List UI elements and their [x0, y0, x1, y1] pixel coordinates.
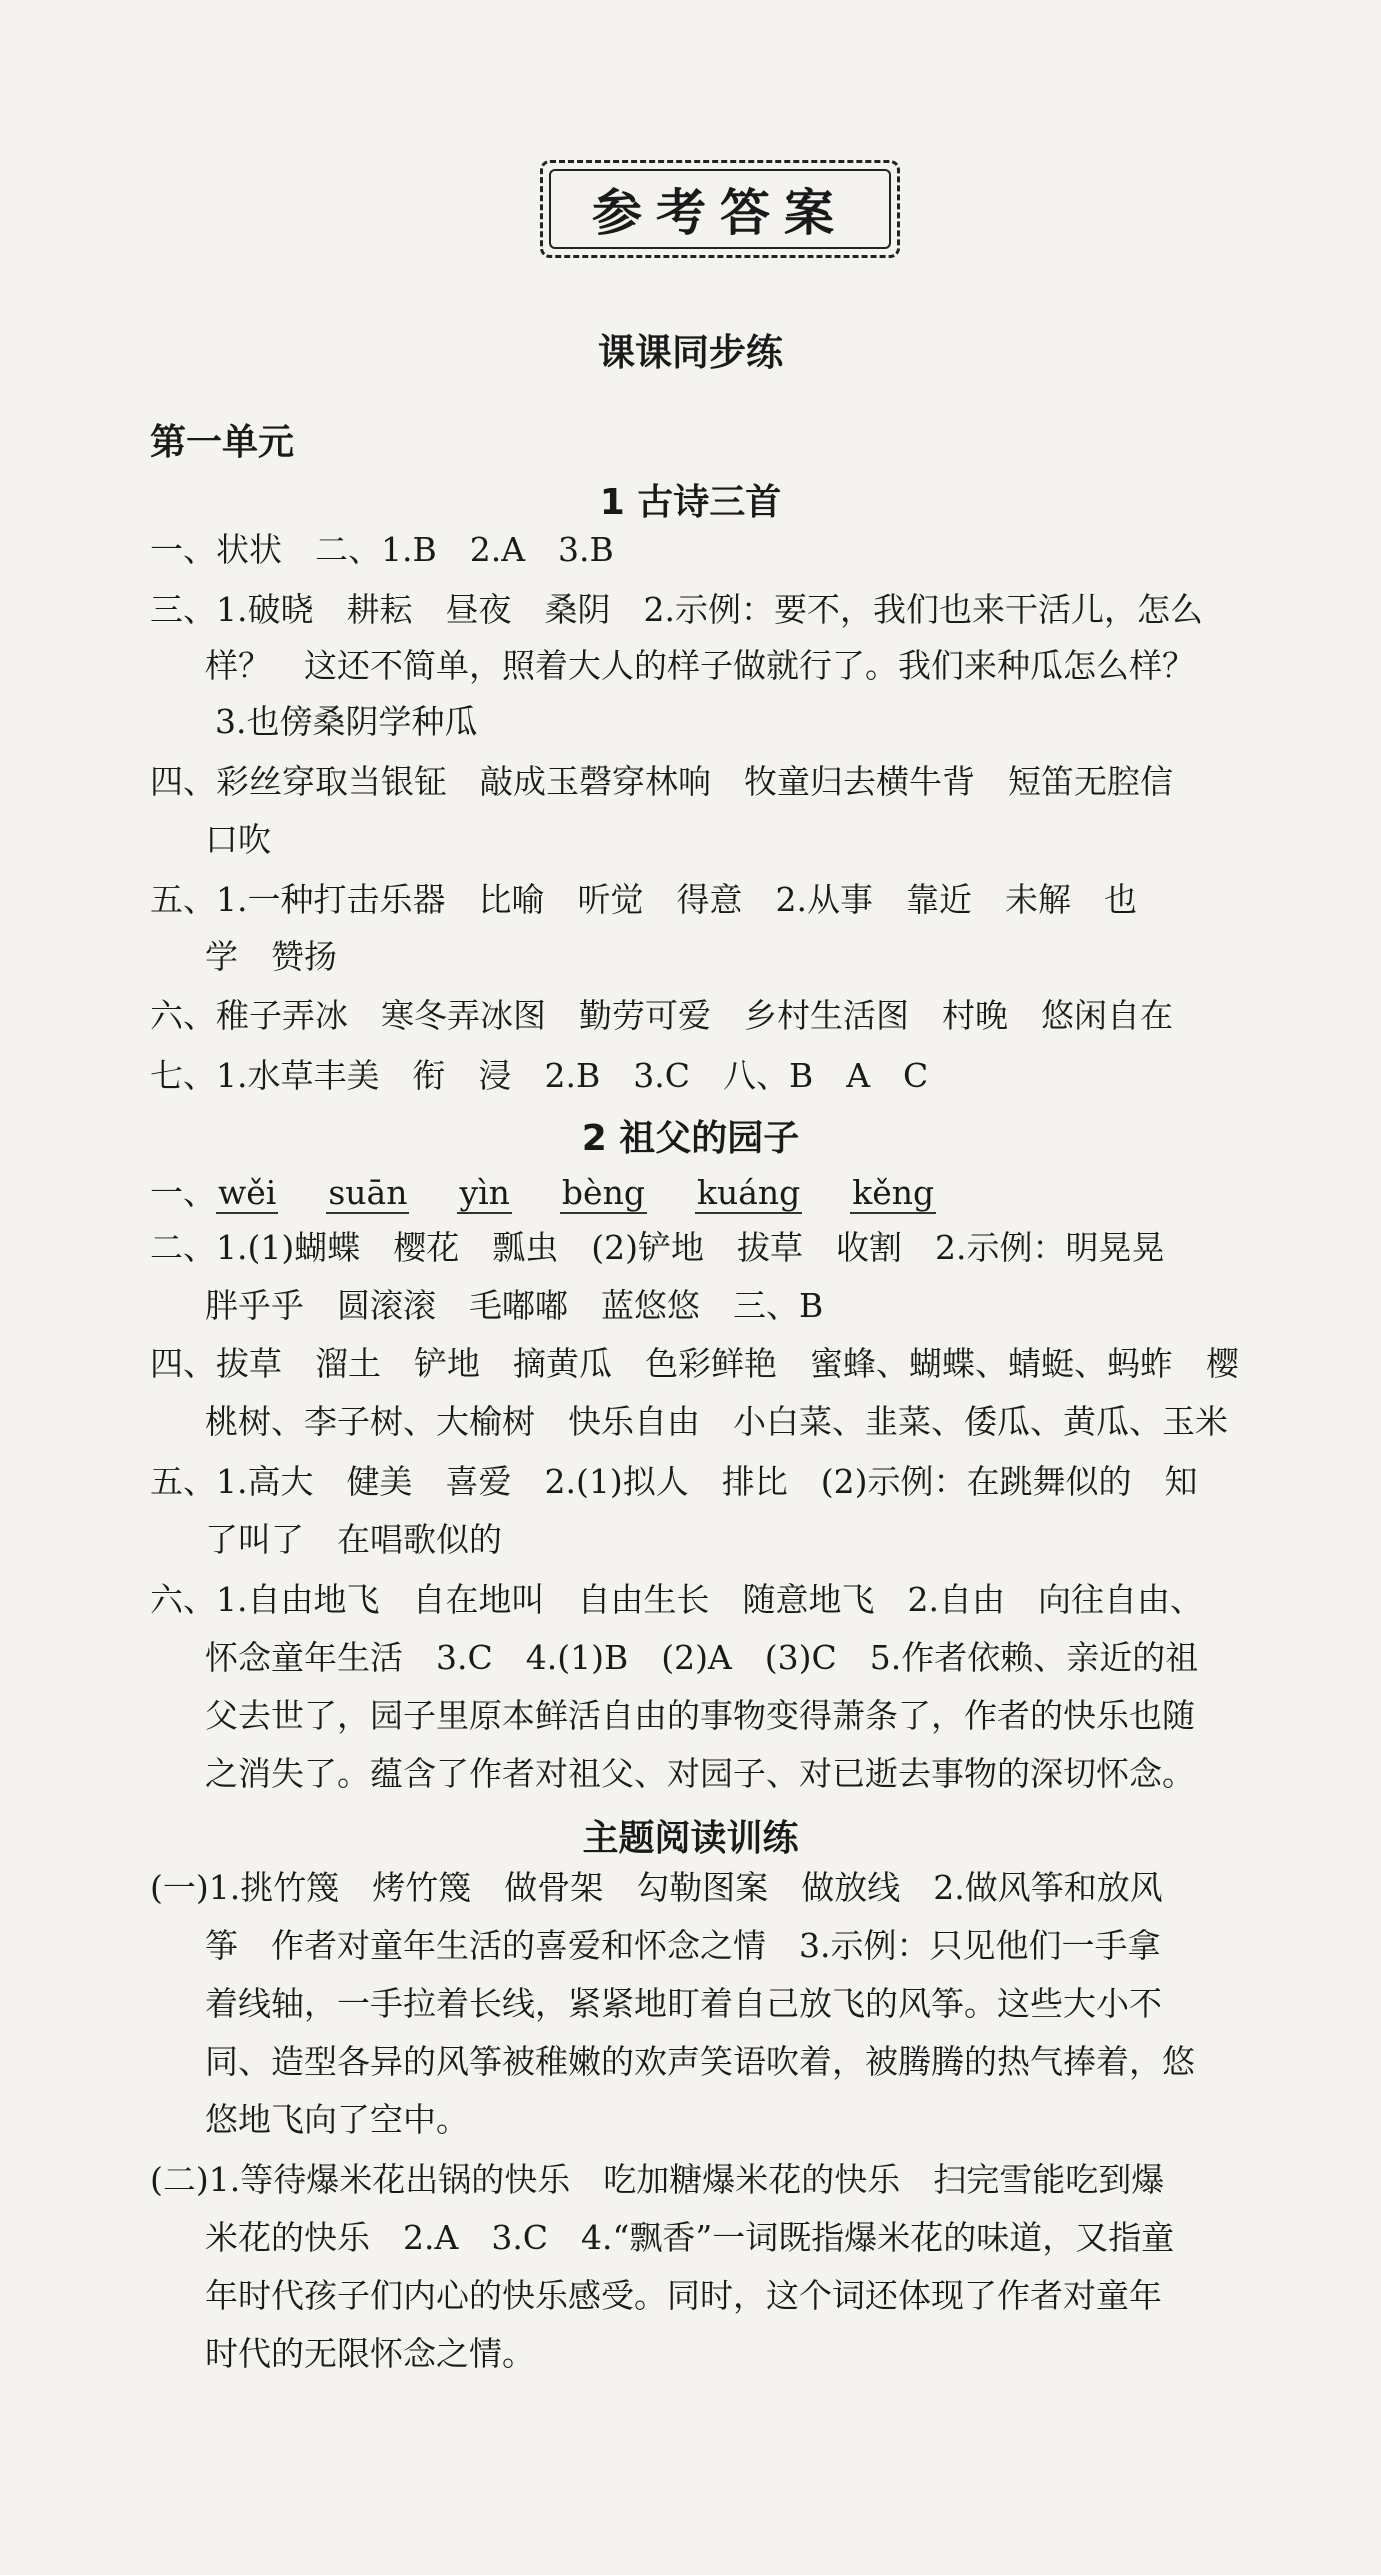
- pinyin-answer: suān: [328, 1173, 408, 1212]
- lesson-1-title: 1 古诗三首: [599, 482, 782, 523]
- lesson-2-line: 四、拔草 溜土 铲地 摘黄瓜 色彩鲜艳 蜜蜂、蝴蝶、蜻蜓、蚂蚱 樱: [150, 1344, 1239, 1383]
- pinyin-answer: yìn: [459, 1173, 510, 1212]
- lesson-1-line: 三、1.破晓 耕耘 昼夜 桑阴 2.示例：要不，我们也来干活儿，怎么: [150, 590, 1203, 629]
- lesson-1-line: 一、状状 二、1.B 2.A 3.B: [150, 530, 614, 569]
- lesson-1-line: 样？ 这还不简单，照着大人的样子做就行了。我们来种瓜怎么样？: [205, 646, 1195, 685]
- lesson-2-line: 六、1.自由地飞 自在地叫 自由生长 随意地飞 2.自由 向往自由、: [150, 1580, 1203, 1619]
- pinyin-answers: [150, 1167, 984, 1214]
- pinyin-answer: kuáng: [696, 1173, 801, 1212]
- page-title: 参考答案: [592, 184, 848, 242]
- lesson-2-line: 了叫了 在唱歌似的: [205, 1520, 502, 1559]
- lesson-1-line: 学 赞扬: [205, 937, 337, 976]
- reading-line: 时代的无限怀念之情。: [205, 2334, 535, 2373]
- lesson-2-line: 怀念童年生活 3.C 4.(1)B (2)A (3)C 5.作者依赖、亲近的祖: [205, 1638, 1199, 1677]
- pinyin-answer: bèng: [561, 1173, 645, 1212]
- title-frame: [540, 160, 900, 258]
- lesson-2-line: 五、1.高大 健美 喜爱 2.(1)拟人 排比 (2)示例：在跳舞似的 知: [150, 1462, 1198, 1501]
- reading-line: 筝 作者对童年生活的喜爱和怀念之情 3.示例：只见他们一手拿: [205, 1926, 1161, 1965]
- lesson-1-line: 四、彩丝穿取当银钲 敲成玉磬穿林响 牧童归去横牛背 短笛无腔信: [150, 762, 1173, 801]
- unit-title: 第一单元: [150, 422, 295, 463]
- lesson-1-line: 口吹: [205, 820, 271, 859]
- lesson-2-line: 桃树、李子树、大榆树 快乐自由 小白菜、韭菜、倭瓜、黄瓜、玉米: [205, 1402, 1228, 1441]
- section-title: 课课同步练: [598, 331, 783, 374]
- lesson-1-line: 五、1.一种打击乐器 比喻 听觉 得意 2.从事 靠近 未解 也: [150, 880, 1137, 919]
- lesson-1-line: 3.也傍桑阴学种瓜: [215, 702, 478, 741]
- lesson-1-line: 六、稚子弄冰 寒冬弄冰图 勤劳可爱 乡村生活图 村晚 悠闲自在: [150, 996, 1173, 1035]
- pinyin-prefix: 一、: [150, 1173, 216, 1212]
- pinyin-answer: kěng: [852, 1173, 935, 1212]
- reading-line: (一)1.挑竹篾 烤竹篾 做骨架 勾勒图案 做放线 2.做风筝和放风: [150, 1868, 1163, 1907]
- lesson-2-line: 胖乎乎 圆滚滚 毛嘟嘟 蓝悠悠 三、B: [205, 1286, 824, 1325]
- reading-line: 悠地飞向了空中。: [205, 2100, 469, 2139]
- lesson-1-line: 七、1.水草丰美 衔 浸 2.B 3.C 八、B A C: [150, 1056, 929, 1095]
- lesson-2-title: 2 祖父的园子: [581, 1118, 800, 1159]
- reading-line: 年时代孩子们内心的快乐感受。同时，这个词还体现了作者对童年: [205, 2276, 1162, 2315]
- reading-title: 主题阅读训练: [582, 1818, 799, 1859]
- reading-line: 米花的快乐 2.A 3.C 4.“飘香”一词既指爆米花的味道，又指童: [205, 2218, 1175, 2257]
- lesson-2-line: 父去世了，园子里原本鲜活自由的事物变得萧条了，作者的快乐也随: [205, 1696, 1195, 1735]
- reading-line: 着线轴，一手拉着长线，紧紧地盯着自己放飞的风筝。这些大小不: [205, 1984, 1162, 2023]
- pinyin-answer: wěi: [218, 1173, 277, 1212]
- lesson-2-line: 之消失了。蕴含了作者对祖父、对园子、对已逝去事物的深切怀念。: [205, 1754, 1195, 1793]
- lesson-2-line: 二、1.(1)蝴蝶 樱花 瓢虫 (2)铲地 拔草 收割 2.示例：明晃晃: [150, 1228, 1165, 1267]
- reading-line: (二)1.等待爆米花出锅的快乐 吃加糖爆米花的快乐 扫完雪能吃到爆: [150, 2160, 1165, 2199]
- reading-line: 同、造型各异的风筝被稚嫩的欢声笑语吹着，被腾腾的热气捧着，悠: [205, 2042, 1195, 2081]
